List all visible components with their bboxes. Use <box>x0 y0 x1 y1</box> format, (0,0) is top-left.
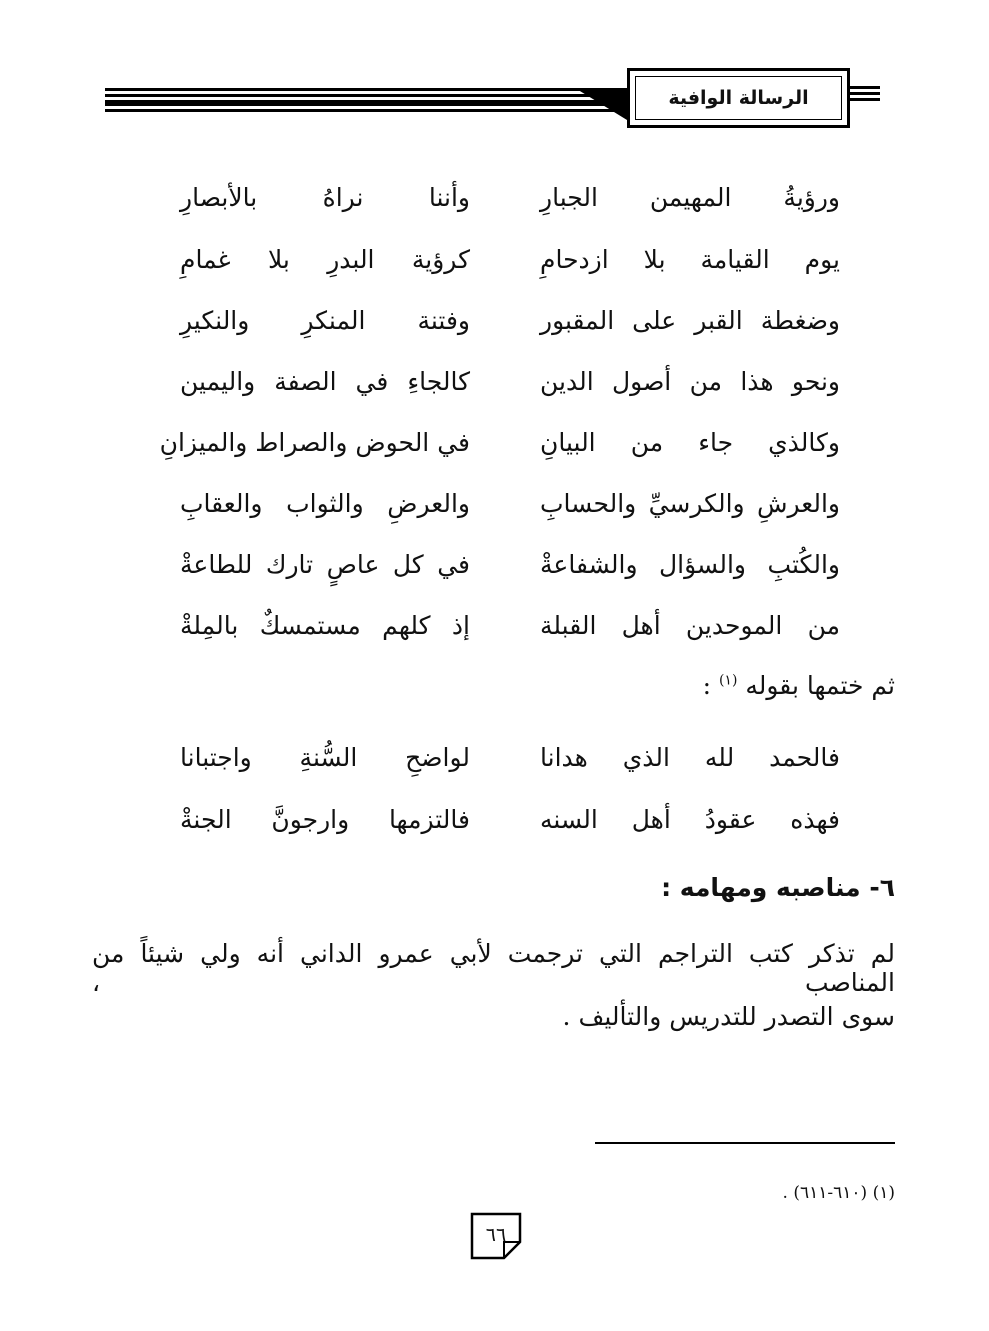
verse-first-hemistich: فالحمد لله الذي هدانا <box>540 743 840 772</box>
verse-first-hemistich: ورؤيةُ المهيمن الجبارِ <box>540 183 840 212</box>
verse-first-hemistich: يوم القيامة بلا ازدحامِ <box>540 245 840 274</box>
verse-second-hemistich: فالتزمها وارجونَّ الجنةْ <box>180 805 470 834</box>
verse-second-hemistich: وأننا نراهُ بالأبصارِ <box>180 183 470 212</box>
verse-row <box>140 611 840 661</box>
page-number: ٦٦ <box>485 1224 507 1246</box>
verse-row <box>140 183 840 233</box>
running-header-title: الرسالة الوافية <box>668 87 809 109</box>
section-heading: ٦- مناصبه ومهامه : <box>661 873 895 902</box>
footnote-divider <box>595 1142 895 1144</box>
verse-row <box>140 743 840 793</box>
verse-row <box>140 489 840 539</box>
paragraph-line: لم تذكر كتب التراجم التي ترجمت لأبي عمرو الداني أنه ولي شيئاً من المناصب ، <box>92 939 895 997</box>
verse-row <box>140 245 840 295</box>
verse-second-hemistich: كالجاءِ في الصفة واليمين <box>180 367 470 396</box>
verse-second-hemistich: في الحوض والصراط والميزانِ <box>159 428 470 457</box>
verse-first-hemistich: ونحو هذا من أصول الدين <box>540 367 840 396</box>
intro-text: ثم ختمها بقوله <box>745 671 895 700</box>
header-right-rule <box>850 84 880 104</box>
page-number-box <box>470 1212 522 1260</box>
verse-row <box>140 306 840 356</box>
verse-first-hemistich: وضغطة القبر على المقبور <box>540 306 840 335</box>
verse-second-hemistich: في كل عاصٍ تارك للطاعةْ <box>180 550 470 579</box>
verse-second-hemistich: كرؤية البدرِ بلا غمامِ <box>180 245 470 274</box>
verse-first-hemistich: والكُتبِ والسؤال والشفاعةْ <box>540 550 840 579</box>
paragraph-line: سوى التصدر للتدريس والتأليف . <box>562 1002 895 1031</box>
header-title-box <box>627 68 850 128</box>
verse-row <box>140 367 840 417</box>
verse-second-hemistich: لواضحِ السُّنةِ واجتبانا <box>180 743 470 772</box>
footnote: (١) (٦١٠-٦١١) . <box>782 1183 895 1203</box>
poem-intro-line <box>703 671 895 700</box>
verse-second-hemistich: والعرضِ والثواب والعقابِ <box>180 489 470 518</box>
verse-first-hemistich: من الموحدين أهل القبلة <box>540 611 840 640</box>
verse-second-hemistich: إذ كلهم مستمسكٌ بالمِلةْ <box>180 611 470 640</box>
footnote-ref: (١) <box>718 672 738 689</box>
verse-row <box>140 550 840 600</box>
header-rule-lines <box>105 80 627 120</box>
verse-first-hemistich: والعرشِ والكرسيِّ والحسابِ <box>540 489 840 518</box>
intro-colon: : <box>702 671 711 700</box>
verse-first-hemistich: وكالذي جاء من البيانِ <box>540 428 840 457</box>
verse-first-hemistich: فهذه عقودُ أهل السنه <box>540 805 840 834</box>
verse-row <box>140 428 840 478</box>
verse-second-hemistich: وفتنة المنكرِ والنكيرِ <box>180 306 470 335</box>
verse-row <box>140 805 840 855</box>
